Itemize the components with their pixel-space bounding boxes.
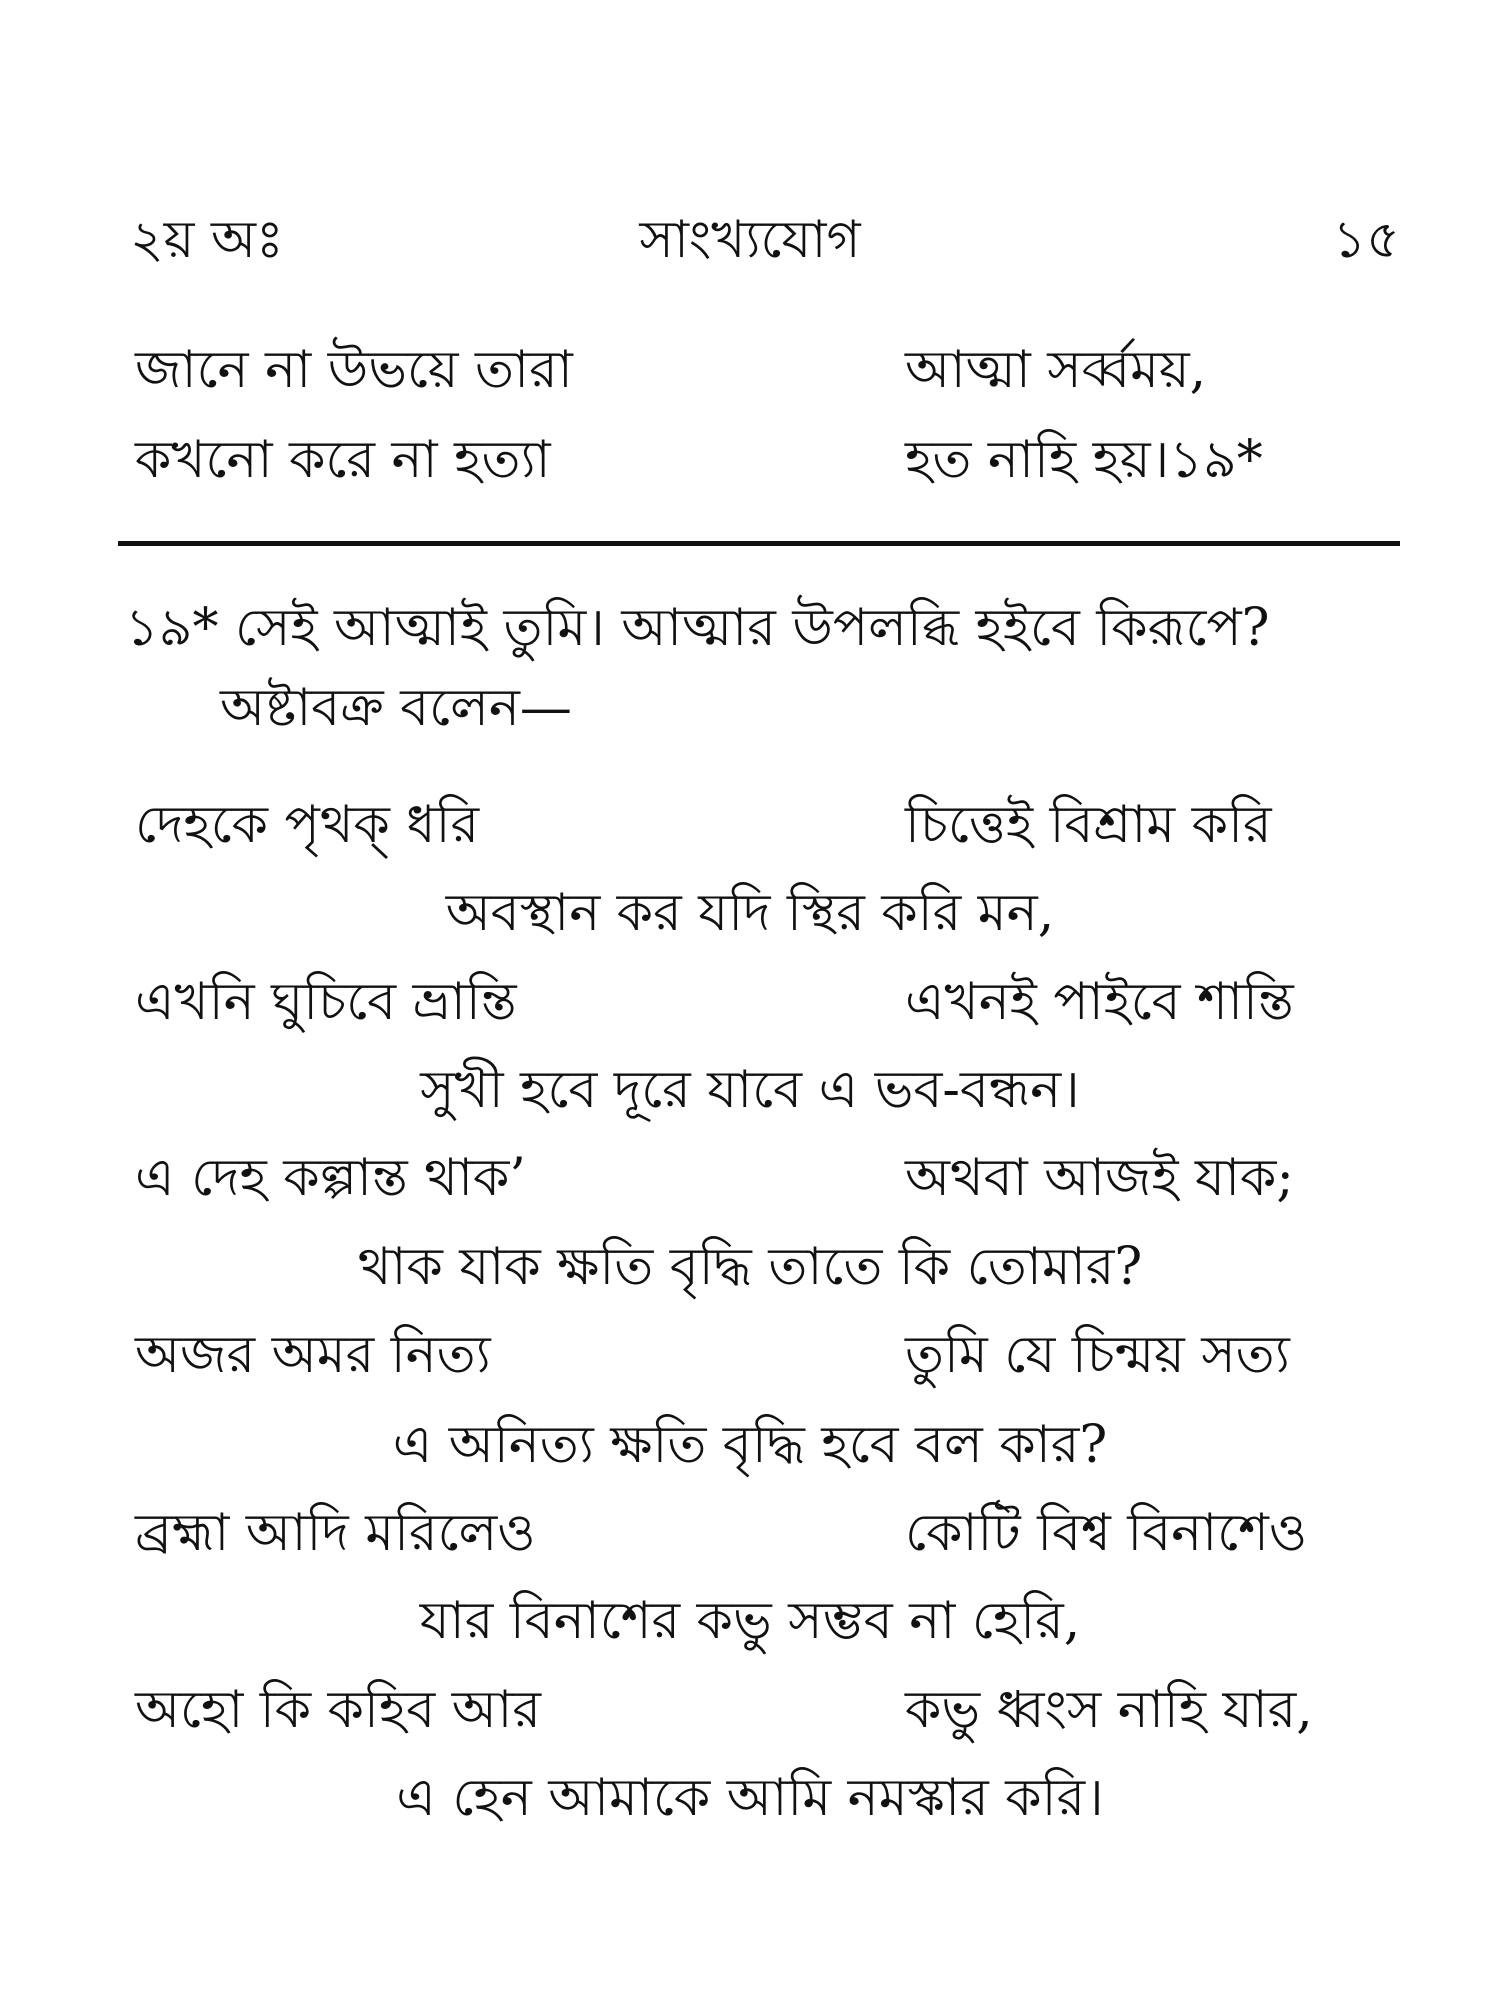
poem-line-center: থাক যাক ক্ষতি বৃদ্ধি তাতে কি তোমার? — [357, 1237, 1143, 1297]
poem-line-center: এ হেন আমাকে আমি নমস্কার করি। — [396, 1768, 1104, 1828]
poem-line-center: এ অনিত্য ক্ষতি বৃদ্ধি হবে বল কার? — [392, 1415, 1108, 1475]
page-title: সাংখ্যযোগ — [639, 210, 861, 270]
poem-line-left: অজর অমর নিত্য — [135, 1325, 491, 1385]
poem-line-right: চিত্তেই বিশ্রাম করি — [905, 795, 1272, 855]
poem-line-left: এখনি ঘুচিবে ভ্রান্তি — [135, 972, 517, 1032]
verse-line-right: হত নাহি হয়।১৯* — [905, 430, 1263, 490]
poem-line-left: ব্রহ্মা আদি মরিলেও — [135, 1503, 536, 1563]
poem-line-left: এ দেহ কল্পান্ত থাক’ — [135, 1148, 526, 1208]
poem-line-center: যার বিনাশের কভু সম্ভব না হেরি, — [419, 1591, 1081, 1651]
chapter-label: ২য় অঃ — [130, 210, 284, 270]
verse-line-right: আত্মা সর্ব্বময়, — [905, 340, 1207, 400]
poem-line-right: তুমি যে চিন্ময় সত্য — [905, 1325, 1290, 1385]
poem-line-center: সুখী হবে দূরে যাবে এ ভব-বন্ধন। — [420, 1060, 1080, 1120]
footnote-line: ১৯* সেই আত্মাই তুমি। আত্মার উপলব্ধি হইবে কিরূপে? — [125, 598, 1270, 658]
poem-line-right: কোটি বিশ্ব বিনাশেও — [905, 1503, 1308, 1563]
verse-line-left: জানে না উভয়ে তারা — [135, 340, 573, 400]
poem-line-right: এখনই পাইবে শান্তি — [905, 972, 1294, 1032]
footnote-line: অষ্টাবক্র বলেন— — [220, 678, 572, 738]
page-number: ১৫ — [1332, 210, 1400, 270]
poem-line-right: কভু ধ্বংস নাহি যার, — [905, 1680, 1313, 1740]
footnote-divider — [118, 541, 1400, 546]
poem-line-right: অথবা আজই যাক; — [905, 1148, 1294, 1208]
poem-line-center: অবস্থান কর যদি স্থির করি মন, — [445, 883, 1055, 943]
poem-line-left: দেহকে পৃথক্ ধরি — [135, 795, 480, 855]
verse-line-left: কখনো করে না হত্যা — [135, 430, 551, 490]
poem-line-left: অহো কি কহিব আর — [135, 1680, 541, 1740]
